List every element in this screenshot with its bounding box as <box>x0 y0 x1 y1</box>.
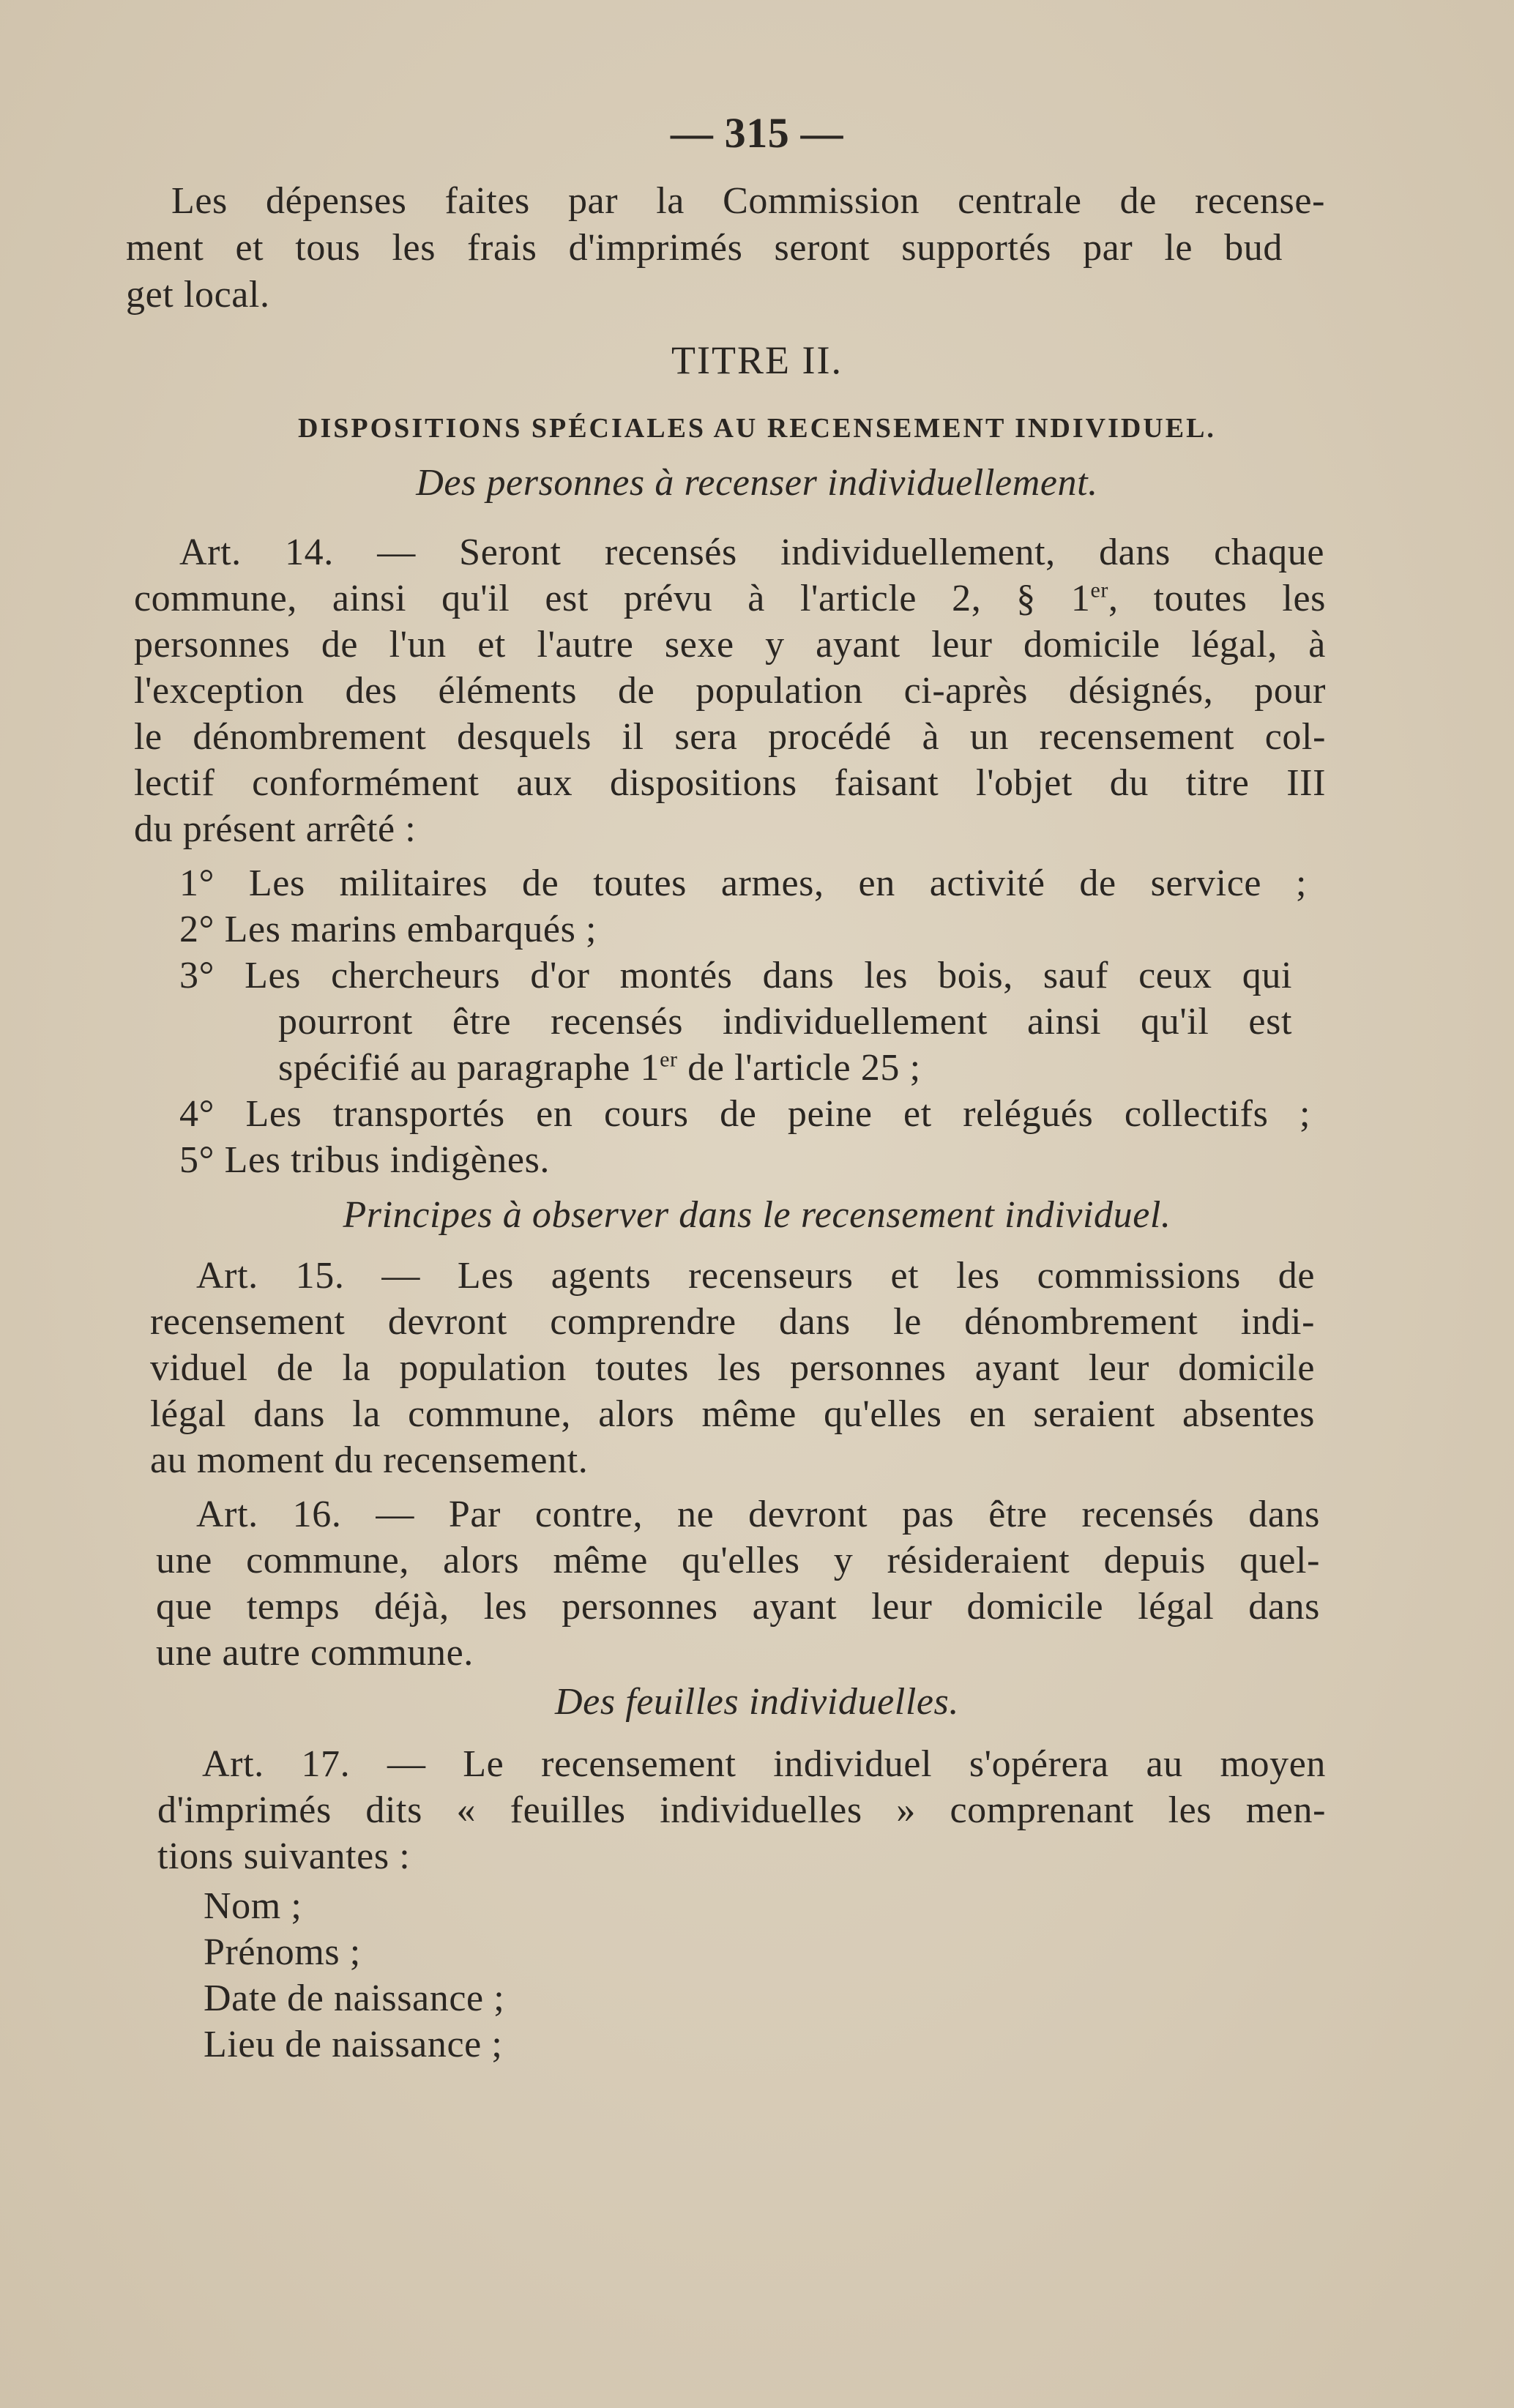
art14-line-4: l'exception des éléments de population ci-après désignés, pour <box>134 670 1326 712</box>
subheading-personnes: Des personnes à recenser individuellement. <box>416 462 1098 504</box>
list-item-2: 2° Les marins embarqués ; <box>179 909 597 950</box>
art17-line-1: Art. 17. — Le recensement individuel s'opérera au moyen <box>202 1743 1326 1785</box>
intro-line-2: ment et tous les frais d'imprimés seront supportés par le bud <box>126 227 1283 269</box>
art17-line-2: d'imprimés dits « feuilles individuelles » comprenant les men- <box>157 1789 1326 1831</box>
art16-line-3: que temps déjà, les personnes ayant leur domicile légal dans <box>156 1586 1320 1628</box>
intro-line-3: get local. <box>126 274 270 316</box>
list-item-1: 1° Les militaires de toutes armes, en activité de service ; <box>179 862 1307 904</box>
list-item-4: 4° Les transportés en cours de peine et relégués collectifs ; <box>179 1093 1310 1135</box>
art15-line-1: Art. 15. — Les agents recenseurs et les commissions de <box>196 1255 1315 1297</box>
list-item-3b: pourront être recensés individuellement ainsi qu'il est <box>278 1001 1292 1043</box>
mention-item: Nom ; <box>204 1885 302 1927</box>
art17-line-3: tions suivantes : <box>157 1835 411 1877</box>
art16-line-1: Art. 16. — Par contre, ne devront pas être recensés dans <box>196 1494 1320 1535</box>
art14-line-2: commune, ainsi qu'il est prévu à l'article 2, § 1er, toutes les <box>134 578 1326 619</box>
art14-line-3: personnes de l'un et l'autre sexe y ayant leur domicile légal, à <box>134 624 1326 666</box>
mention-item: Prénoms ; <box>204 1931 361 1973</box>
art14-line-5: le dénombrement desquels il sera procédé à un recensement col- <box>134 716 1326 758</box>
art15-line-4: légal dans la commune, alors même qu'elles en seraient absentes <box>150 1393 1315 1435</box>
art15-line-3: viduel de la population toutes les personnes ayant leur domicile <box>150 1347 1315 1389</box>
titre-heading: TITRE II. <box>671 338 843 382</box>
subheading-principes: Principes à observer dans le recensement individuel. <box>343 1194 1171 1236</box>
section-heading: DISPOSITIONS SPÉCIALES AU RECENSEMENT INDIVIDUEL. <box>298 413 1216 444</box>
art14-line-1: Art. 14. — Seront recensés individuellement, dans chaque <box>179 532 1324 573</box>
mention-item: Lieu de naissance ; <box>204 2024 503 2065</box>
art16-line-4: une autre commune. <box>156 1632 474 1674</box>
list-item-3a: 3° Les chercheurs d'or montés dans les bois, sauf ceux qui <box>179 955 1292 996</box>
list-item-3c: spécifié au paragraphe 1er de l'article 25 ; <box>278 1047 921 1089</box>
art15-line-2: recensement devront comprendre dans le dénombrement indi- <box>150 1301 1315 1343</box>
art16-line-2: une commune, alors même qu'elles y résideraient depuis quel- <box>156 1540 1320 1581</box>
art14-line-6: lectif conformément aux dispositions faisant l'objet du titre III <box>134 762 1326 804</box>
subheading-feuilles: Des feuilles individuelles. <box>555 1681 959 1723</box>
art15-line-5: au moment du recensement. <box>150 1439 589 1481</box>
art14-line-7: du présent arrêté : <box>134 808 417 850</box>
mention-item: Date de naissance ; <box>204 1978 505 2019</box>
intro-line-1: Les dépenses faites par la Commission centrale de recense- <box>171 180 1325 222</box>
page-number: — 315 — <box>670 109 844 157</box>
list-item-5: 5° Les tribus indigènes. <box>179 1139 551 1181</box>
